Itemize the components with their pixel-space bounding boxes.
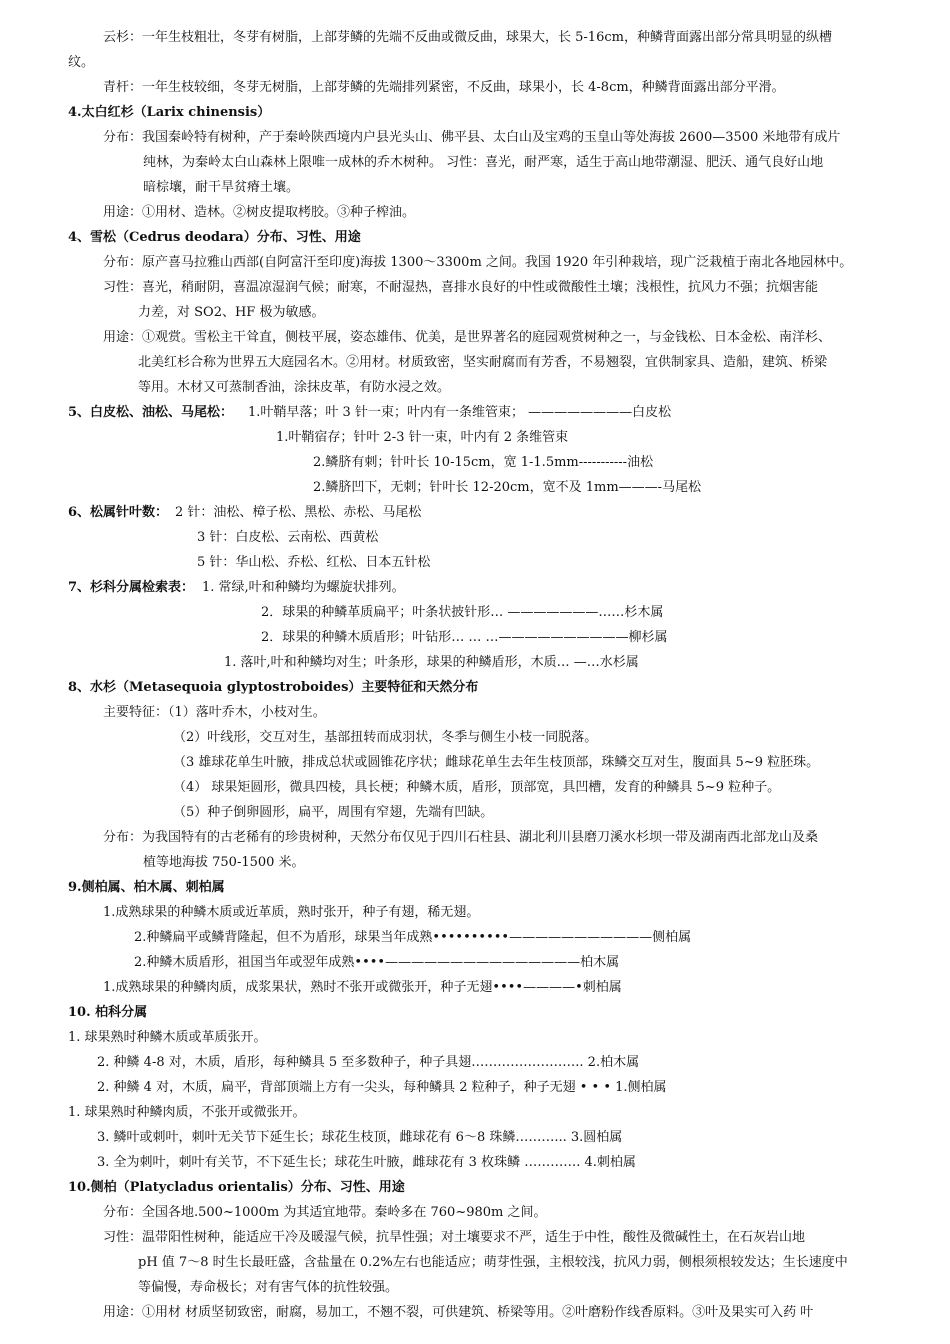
text-line: pH 值 7～8 时生长最旺盛，含盐量在 0.2%左右也能适应；萌芽性强，主根较浅，抗风力弱，侧根须根较发达；生长速度中 (138, 1255, 848, 1270)
key-line: 1. 球果熟时种鳞肉质，不张开或微张开。 (68, 1105, 306, 1120)
key-line: 1.成熟球果的种鳞木质或近革质，熟时张开，种子有翅，稀无翅。 (103, 905, 480, 920)
text-line: 云杉：一年生枝粗壮，冬芽有树脂，上部芽鳞的先端不反曲或微反曲，球果大，长 5-16cm，种鳞背面露出部分常具明显的纵槽 (103, 30, 832, 45)
text-line: （3 雄球花单生叶腋，排成总状或圆锥花序状；雌球花单生去年生枝顶部，珠鳞交互对生，腹面具 5~9 粒胚珠。 (173, 755, 820, 770)
key-line: 2．球果的种鳞革质扁平；叶条状披针形… ———————……杉木属 (261, 605, 664, 620)
text-line: 用途：①用材、造林。②树皮提取栲胶。③种子榨油。 (103, 205, 416, 220)
key-line: 2.鳞脐凹下，无刺；针叶长 12-20cm，宽不及 1mm———-马尾松 (313, 480, 702, 495)
key-line: 5 针：华山松、乔松、红松、日本五针松 (197, 555, 431, 570)
section-heading: 7、杉科分属检索表： (68, 580, 195, 595)
text-line: 纯林，为秦岭太白山森林上限唯一成林的乔木树种。 习性：喜光，耐严寒，适生于高山地带潮湿、肥沃、通气良好山地 (143, 155, 824, 170)
key-line: 3 针：白皮松、云南松、西黄松 (197, 530, 379, 545)
text-line: 北美红杉合称为世界五大庭园名木。②用材。材质致密，坚实耐腐而有芳香，不易翘裂，宜供制家具、造船，建筑、桥梁 (138, 355, 828, 370)
section-heading: 10. 柏科分属 (68, 1005, 148, 1020)
key-line: 2. 种鳞 4 对，木质，扁平，背部顶端上方有一尖头，每种鳞具 2 粒种子，种子无翅 • • • 1.侧柏属 (97, 1080, 667, 1095)
section-heading: 5、白皮松、油松、马尾松： (68, 405, 234, 420)
text-line: 主要特征：（1）落叶乔木，小枝对生。 (103, 705, 326, 720)
text-line: （4） 球果矩圆形，微具四棱，具长梗；种鳞木质，盾形，顶部宽，具凹槽，发育的种鳞具 5~9 粒种子。 (173, 780, 781, 795)
text-line: 纹。 (68, 55, 95, 70)
key-line: 1.叶鞘宿存；针叶 2-3 针一束，叶内有 2 条维管束 (276, 430, 569, 445)
key-line: 1. 常绿,叶和种鳞均为螺旋状排列。 (202, 580, 405, 595)
section-heading: 6、松属针叶数： (68, 505, 169, 520)
section-heading: 8、水杉（Metasequoia glyptostroboides）主要特征和天然分布 (68, 680, 479, 695)
text-line: 分布：我国秦岭特有树种，产于秦岭陕西境内户县光头山、佛平县、太白山及宝鸡的玉皇山等处海拔 2600—3500 米地带有成片 (103, 130, 841, 145)
text-line: 习性：喜光，稍耐阴，喜温凉湿润气候；耐寒，不耐湿热，喜排水良好的中性或微酸性土壤；浅根性，抗风力不强；抗烟害能 (103, 280, 819, 295)
text-line: 青杆：一年生枝较细，冬芽无树脂，上部芽鳞的先端排列紧密，不反曲，球果小，长 4-8cm，种鳞背面露出部分平滑。 (103, 80, 785, 95)
key-line: 2.种鳞扁平或鳞背隆起，但不为盾形，球果当年成熟••••••••••———————————侧柏属 (134, 930, 692, 945)
key-line: 2. 种鳞 4-8 对，木质，盾形，每种鳞具 5 至多数种子，种子具翅…………………….. 2.柏木属 (97, 1055, 640, 1070)
text-line: 分布：原产喜马拉雅山西部(自阿富汗至印度)海拔 1300～3300m 之间。我国 1920 年引种栽培，现广泛栽植于南北各地园林中。 (103, 255, 853, 270)
key-line: 1. 落叶,叶和种鳞均对生；叶条形，球果的种鳞盾形，木质… —…水杉属 (224, 655, 639, 670)
text-line: （2）叶线形，交互对生，基部扭转而成羽状，冬季与侧生小枝一同脱落。 (173, 730, 598, 745)
key-line: 1.成熟球果的种鳞肉质，成浆果状，熟时不张开或微张开，种子无翅••••————•刺柏属 (103, 980, 622, 995)
key-line: 1. 球果熟时种鳞木质或革质张开。 (68, 1030, 267, 1045)
section-heading: 4.太白红杉（Larix chinensis） (68, 105, 271, 120)
key-line: 3. 全为刺叶，刺叶有关节，不下延生长；球花生叶腋，雌球花有 3 枚珠鳞 …………. 4.刺柏属 (97, 1155, 636, 1170)
text-line: 分布：全国各地.500~1000m 为其适宜地带。秦岭多在 760~980m 之间。 (103, 1205, 547, 1220)
key-line: 3. 鳞叶或刺叶，刺叶无关节下延生长；球花生枝顶，雌球花有 6～8 珠鳞………... 3.圆柏属 (97, 1130, 623, 1145)
key-line: 2.种鳞木质盾形，祖国当年或翌年成熟••••———————————————柏木属 (134, 955, 620, 970)
text-line: 用途：①用材 材质坚韧致密，耐腐，易加工，不翘不裂，可供建筑、桥梁等用。②叶磨粉作线香原料。③叶及果实可入药 叶 (103, 1305, 814, 1320)
text-line: 分布：为我国特有的古老稀有的珍贵树种，天然分布仅见于四川石柱县、湖北利川县磨刀溪水杉坝一带及湖南西北部龙山及桑 (103, 830, 819, 845)
text-line: 植等地海拔 750-1500 米。 (143, 855, 305, 870)
text-line: 等偏慢，寿命极长；对有害气体的抗性较强。 (138, 1280, 399, 1295)
section-heading: 4、雪松（Cedrus deodara）分布、习性、用途 (68, 230, 361, 245)
key-line: 2．球果的种鳞木质盾形；叶钻形… … …——————————柳杉属 (261, 630, 668, 645)
section-heading: 9.侧柏属、柏木属、刺柏属 (68, 880, 225, 895)
text-line: （5）种子倒卵圆形，扁平，周围有窄翅，先端有凹缺。 (173, 805, 494, 820)
text-line: 暗棕壤，耐干旱贫瘠土壤。 (143, 180, 300, 195)
text-line: 习性：温带阳性树种，能适应干冷及暖湿气候，抗旱性强；对土壤要求不严，适生于中性，酸性及微碱性土，在石灰岩山地 (103, 1230, 806, 1245)
text-line: 用途：①观赏。雪松主干耸直，侧枝平展，姿态雄伟、优美，是世界著名的庭园观赏树种之一，与金钱松、日本金松、南洋杉、 (103, 330, 832, 345)
key-line: 1.叶鞘早落；叶 3 针一束；叶内有一条维管束； ————————白皮松 (248, 405, 672, 420)
key-line: 2.鳞脐有刺；针叶长 10-15cm，宽 1-1.5mm-----------油松 (313, 455, 654, 470)
text-line: 力差，对 SO2、HF 极为敏感。 (138, 305, 325, 320)
text-line: 等用。木材又可蒸制香油，涂抹皮革，有防水浸之效。 (138, 380, 451, 395)
key-line: 2 针：油松、樟子松、黑松、赤松、马尾松 (175, 505, 422, 520)
section-heading: 10.侧柏（Platycladus orientalis）分布、习性、用途 (68, 1180, 405, 1195)
